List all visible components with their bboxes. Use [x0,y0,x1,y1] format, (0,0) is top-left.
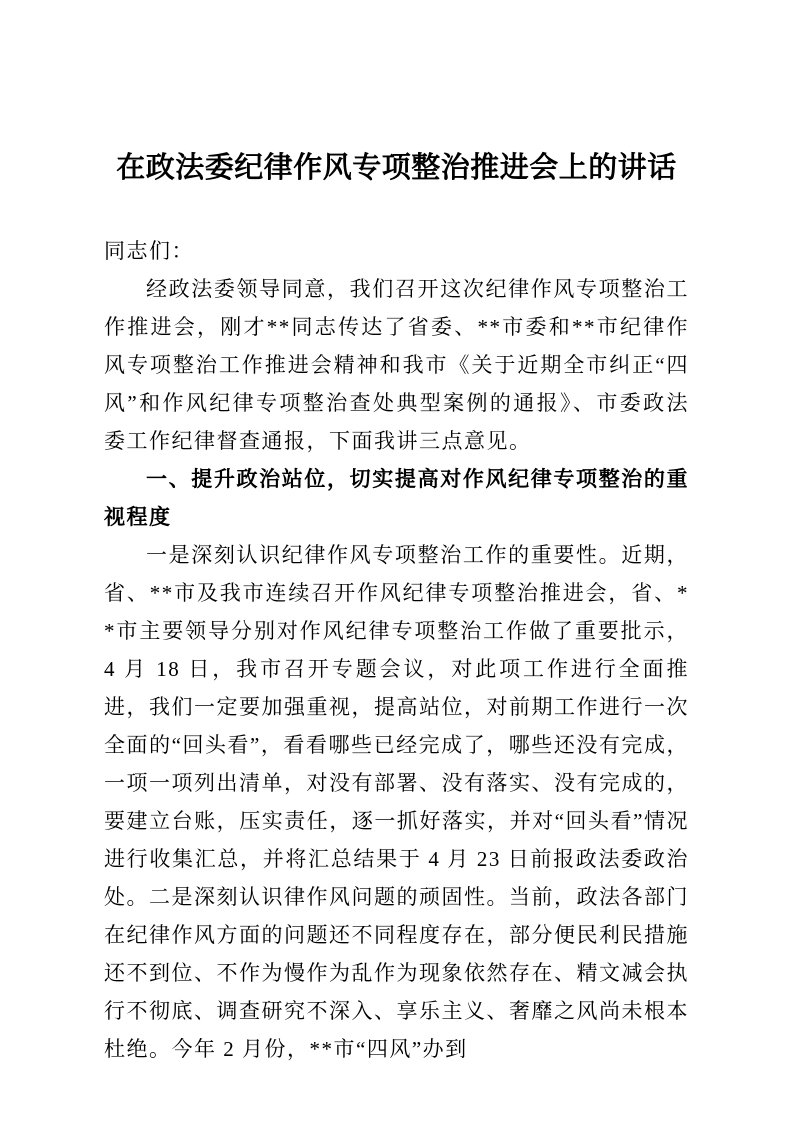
salutation-line: 同志们： [104,239,194,263]
intro-paragraph: 经政法委领导同意，我们召开这次纪律作风专项整治工作推进会，刚才**同志传达了省委、**市委和**市纪律作风专项整治工作推进会精神和我市《关于近期全市纠正“四风”和作风纪律专项整治查处典型案例的通报》、市委政法委工作纪律督查通报，下面我讲三点意见。 [104,277,689,453]
section-1-body-paragraph: 一是深刻认识纪律作风专项整治工作的重要性。近期，省、**市及我市连续召开作风纪律专项整治推进会，省、**市主要领导分别对作风纪律专项整治工作做了重要批示，4 月 18 日，我市召开专题会议，对此项工作进行全面推进，我们一定要加强重视，提高站位，对前期工作进行一次全面的“回头看”，看看哪些已经完成了，哪些还没有完成，一项一项列出清单，对没有部署、没有落实、没有完成的，要建立台账，压实责任，逐一抓好落实，并对“回头看”情况进行收集汇总，并将汇总结果于 4 月 23 日前报政法委政治处。二是深刻认识律作风问题的顽固性。当前，政法各部门在纪律作风方面的问题还不同程度存在，部分便民利民措施还不到位、不作为慢作为乱作为现象依然存在、精文减会执行不彻底、调查研究不深入、享乐主义、奢靡之风尚未根本杜绝。今年 2 月份，**市“四风”办到 [104,543,689,1061]
document-title: 在政法委纪律作风专项整治推进会上的讲话 [116,152,677,184]
section-1-heading: 一、提升政治站位，切实提高对作风纪律专项整治的重视程度 [104,467,689,529]
